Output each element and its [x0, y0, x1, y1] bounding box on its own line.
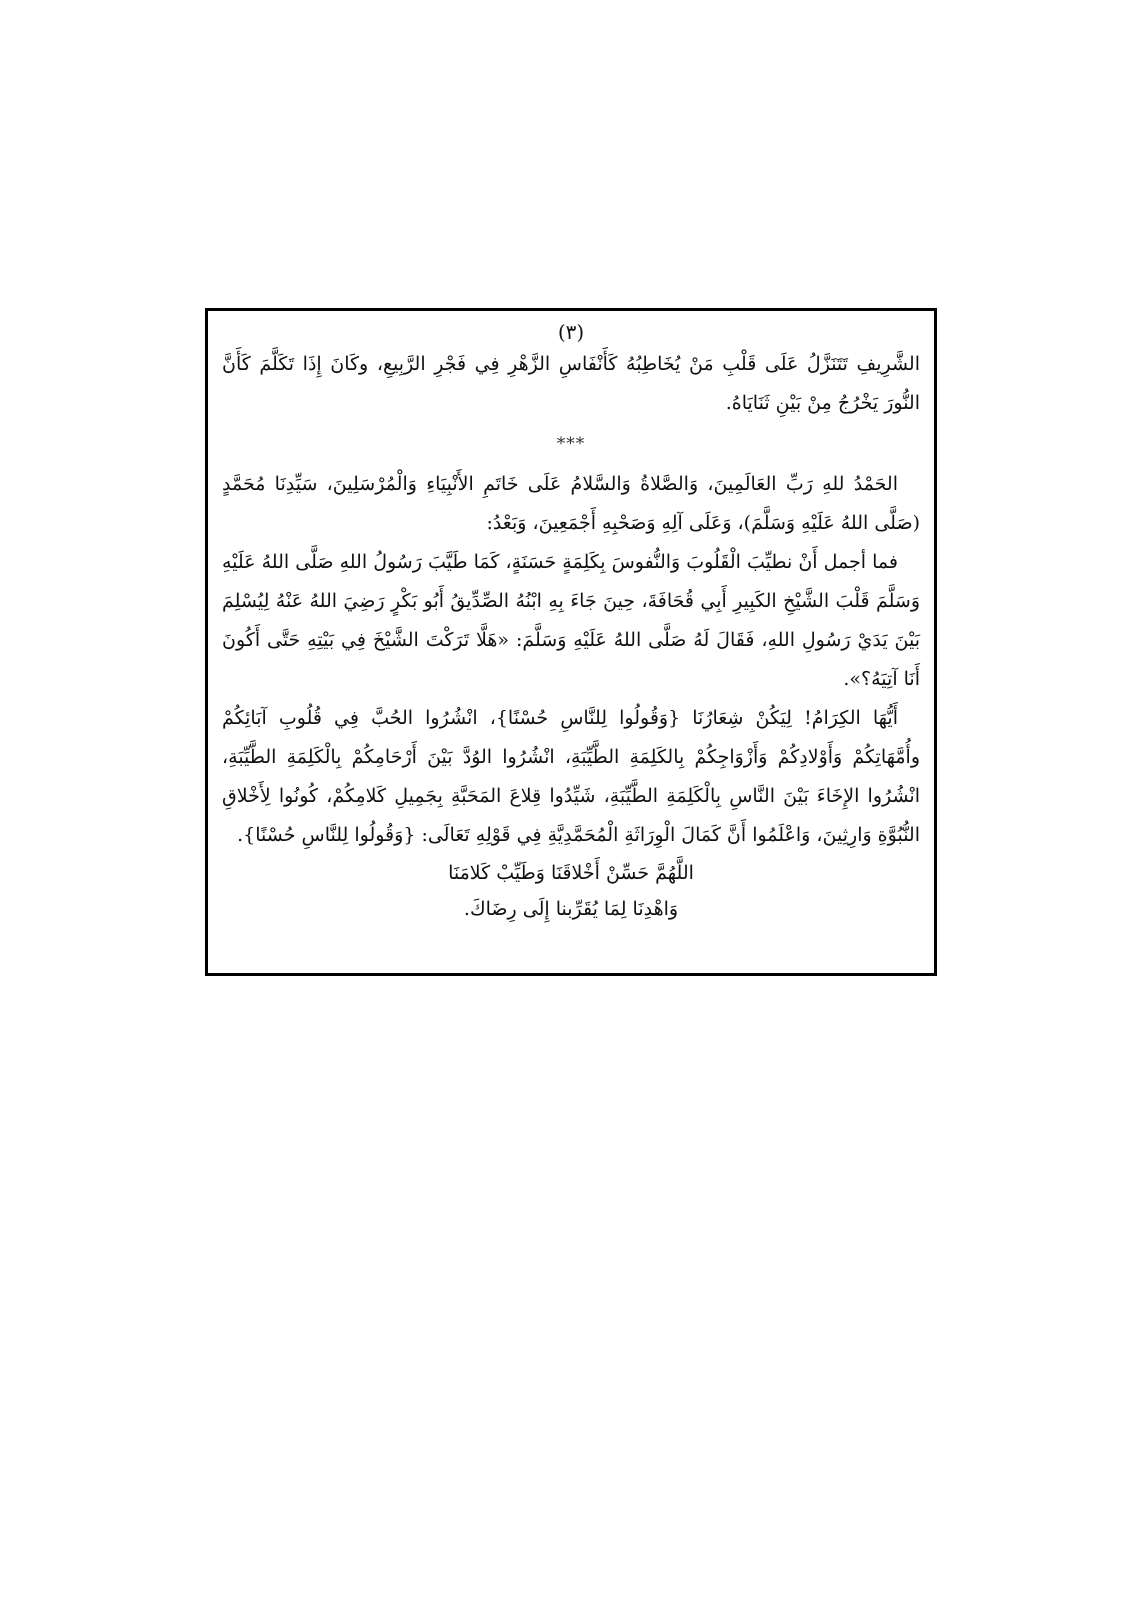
- opening-paragraph: الشَّرِيفِ تَتَنَزَّلُ عَلَى قَلْبِ مَنْ يُخَاطِبُهُ كَأَنْفَاسِ الزَّهْرِ فِي فَجْرِ الرَّبِيعِ، وكَانَ إِذَا تَكَلَّمَ كَأَنَّ النُّورَ يَخْرُجُ مِنْ بَيْنِ ثَنَايَاهُ.: [222, 353, 920, 414]
- section-separator: ***: [556, 434, 586, 454]
- prayer-line-1: اللَّهُمَّ حَسِّنْ أَخْلاقَنَا وَطَيِّبْ كَلامَنَا: [448, 862, 694, 884]
- page-frame: [205, 308, 937, 976]
- paragraph-story: فما أجمل أَنْ نطيِّبَ الْقَلُوبَ وَالنُّفوسَ بِكَلِمَةٍ حَسَنَةٍ، كَمَا طَيَّبَ رَسُولُ اللهِ صَلَّى اللهُ عَلَيْهِ وَسَلَّمَ قَلْبَ الشَّيْخِ الكَبِيرِ أَبِي قُحَافَةَ، حِينَ جَاءَ بِهِ ابْنُهُ الصِّدِّيقُ أَبُو بَكْرٍ رَضِيَ اللهُ عَنْهُ لِيُسْلِمَ بَيْنَ يَدَيْ رَسُولِ اللهِ، فَقَالَ لَهُ صَلَّى اللهُ عَلَيْهِ وَسَلَّمَ: «هَلَّا تَرَكْتَ الشَّيْخَ فِي بَيْتِهِ حَتَّى أَكُونَ أَنَا آتِيَهُ؟».: [222, 551, 920, 690]
- paragraph-exhortation: أَيُّهَا الكِرَامُ! لِيَكُنْ شِعَارُنَا {وَقُولُوا لِلنَّاسِ حُسْنًا}، انْشُرُوا الحُبَّ فِي قُلُوبِ آبَائِكُمْ وأُمَّهَاتِكُمْ وَأَوْلادِكُمْ وَأَزْوَاجِكُمْ بِالكَلِمَةِ الطَّيِّبَةِ، انْشُرُوا الوُدَّ بَيْنَ أَرْحَامِكُمْ بِالْكَلِمَةِ الطَّيِّبَةِ، انْشُرُوا الإِخَاءَ بَيْنَ النَّاسِ بِالْكَلِمَةِ الطَّيِّبَةِ، شَيِّدُوا قِلاعَ المَحَبَّةِ بِجَمِيلِ كَلامِكُمْ، كُونُوا لِأَخْلاقِ النُّبُوَّةِ وَارِثِينَ، وَاعْلَمُوا أَنَّ كَمَالَ الْوِرَاثَةِ الْمُحَمَّدِيَّةِ فِي قَوْلِهِ تَعَالَى: {وَقُولُوا لِلنَّاسِ حُسْنًا}.: [222, 707, 920, 846]
- prayer-line-2: وَاهْدِنَا لِمَا يُقَرِّبنا إِلَى رِضَاكَ.: [463, 898, 679, 920]
- paragraph-praise: الحَمْدُ للهِ رَبِّ العَالَمِينَ، وَالصَّلاةُ وَالسَّلامُ عَلَى خَاتَمِ الأَنْبِيَاءِ وَالْمُرْسَلِينَ، سَيِّدِنَا مُحَمَّدٍ (صَلَّى اللهُ عَلَيْهِ وَسَلَّمَ)، وَعَلَى آلِهِ وَصَحْبِهِ أَجْمَعِينَ، وَبَعْدُ:: [222, 473, 920, 534]
- page-number: (٣): [557, 320, 585, 344]
